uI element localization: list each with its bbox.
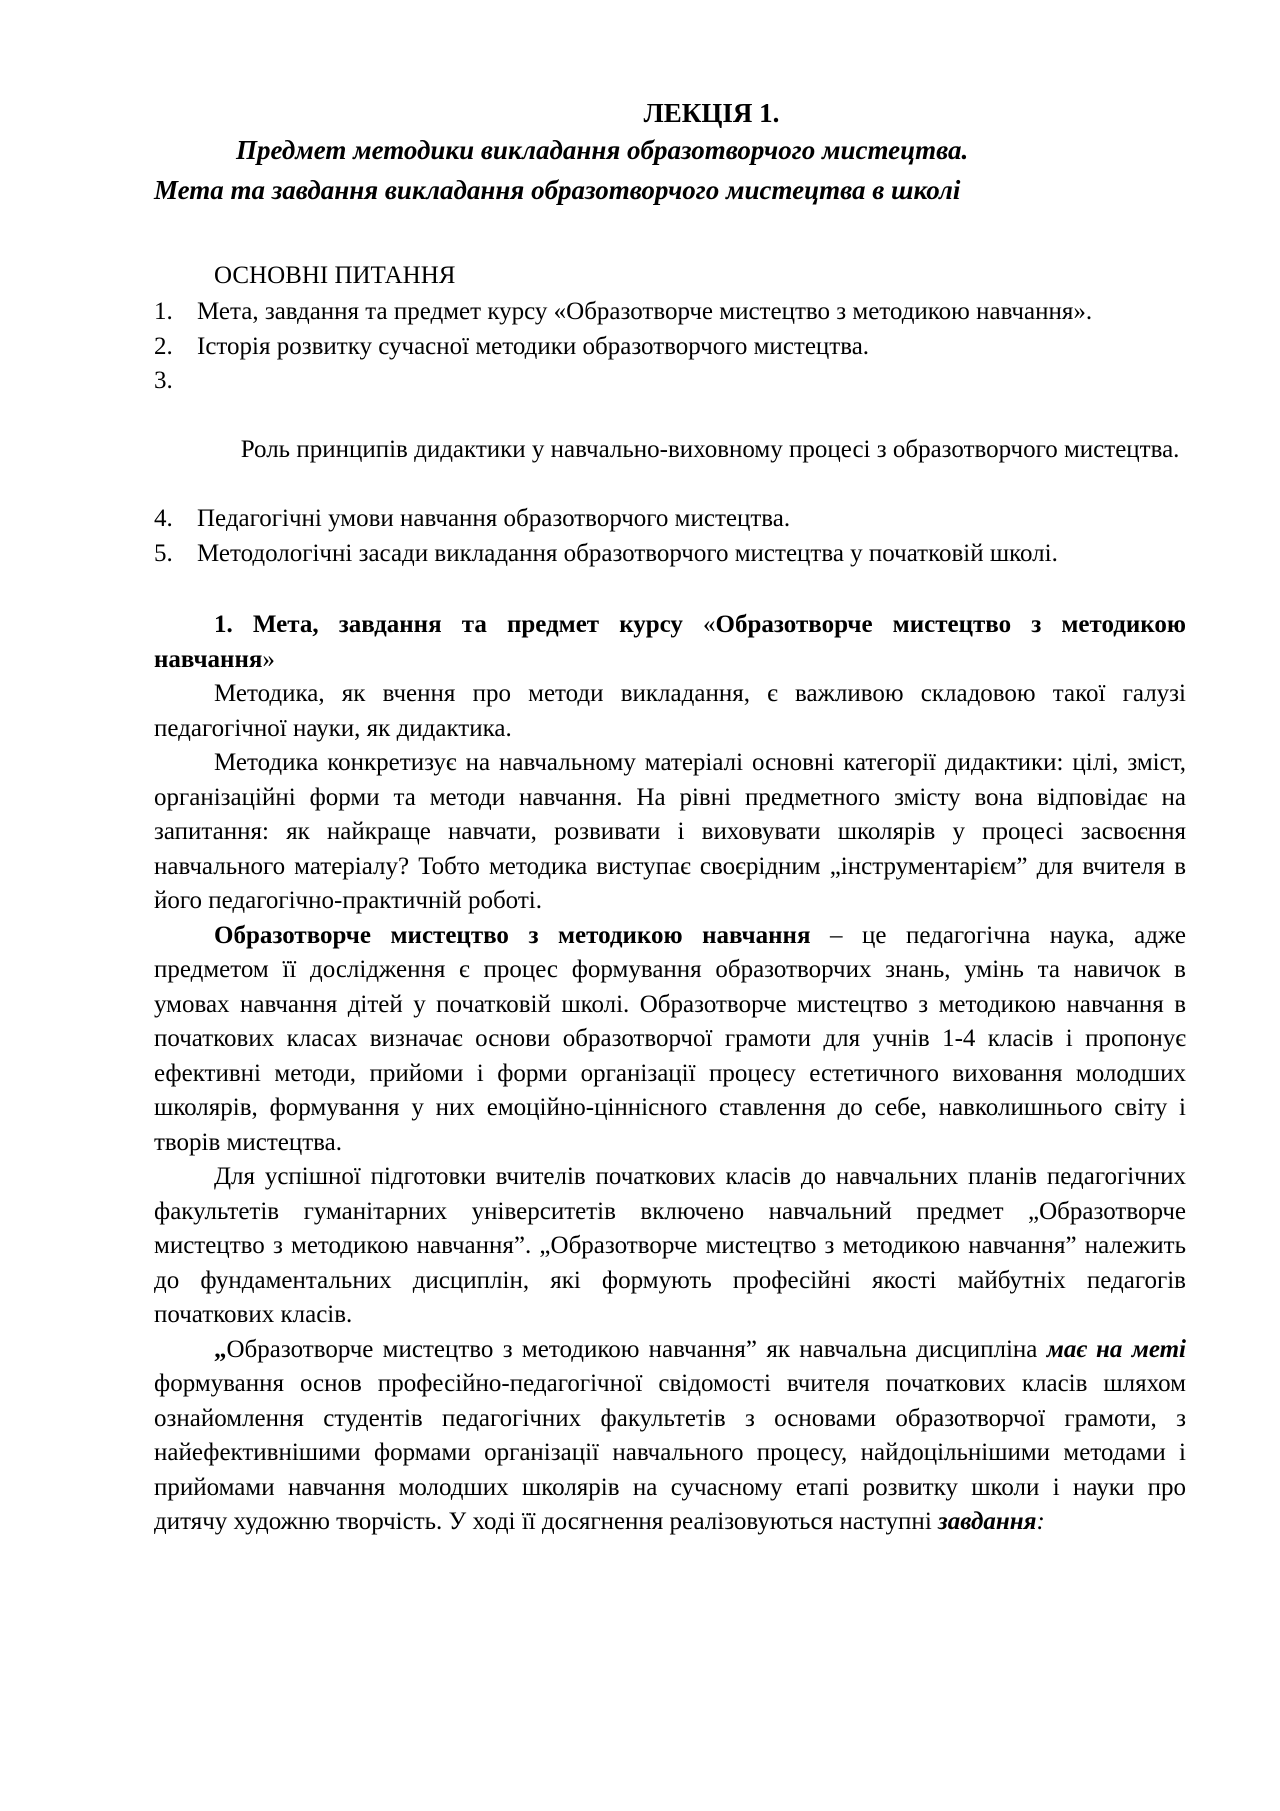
section-1-quote-close: » xyxy=(262,645,275,673)
topic-item xyxy=(154,364,1186,502)
paragraph-5-quote: „ xyxy=(214,1335,227,1363)
topic-number: 1. xyxy=(154,298,173,325)
topic-item xyxy=(154,330,1186,365)
subtitle-line-1: Предмет методики викладання образотворчого мистецтва. xyxy=(236,135,969,165)
lecture-title: ЛЕКЦІЯ 1. xyxy=(643,98,780,128)
topic-number: 2. xyxy=(154,332,173,360)
paragraph-5-text-a: Образотворче мистецтво з методикою навчання” як навчальна дисципліна xyxy=(226,1335,1047,1363)
topic-item xyxy=(154,295,1186,330)
lecture-subtitle xyxy=(154,130,1186,210)
section-1-heading-rest: Образотворче мистецтво з методикою навчання xyxy=(154,611,1186,673)
topic-number: 3. xyxy=(154,367,173,394)
paragraph-3 xyxy=(154,919,1186,1161)
topics-heading: ОСНОВНІ ПИТАННЯ xyxy=(214,262,456,289)
section-1-heading-start: 1. Мета, завдання та предмет курсу xyxy=(214,611,704,638)
paragraph-5-text-b: формування основ професійно-педагогічної свідомості вчителя початкових класів шляхом ознайомлення студентів педагогічних факультетів з основами образотворчої грамоти, з найефективнішими формами організації навчального процесу, найдоцільнішими методами і прийомами навчання молодших школярів на сучасному етапі розвитку школи і науки про дитячу художню творчість. У ході її досягнення реалізовуються наступні xyxy=(154,1370,1186,1535)
paragraph-5-tasks: завдання xyxy=(938,1508,1037,1535)
topic-number: 4. xyxy=(154,505,173,532)
topic-text: Історія розвитку сучасної методики образотворчого мистецтва. xyxy=(197,332,870,360)
subtitle-line-2: Мета та завдання викладання образотворчого мистецтва в школі xyxy=(154,175,961,205)
paragraph-2: Методика конкретизує на навчальному матеріалі основні категорії дидактики: цілі, зміст, організаційні форми та методи навчання. На рівні предметного змісту вона відповідає на запитання: як найкраще навчати, розвивати і виховувати школярів у процесі засвоєння навчального матеріалу? Тобто методика виступає своєрідним „інструментарієм” для вчителя в його педагогічно-практичній роботі. xyxy=(154,749,1186,914)
document-page xyxy=(154,96,1186,1540)
paragraph-1: Методика, як вчення про методи викладання, є важливою складовою такої галузі педагогічної науки, як дидактика. xyxy=(154,680,1186,742)
topic-text: Методологічні засади викладання образотворчого мистецтва у початковій школі. xyxy=(197,539,1058,567)
paragraph-5 xyxy=(154,1333,1186,1540)
section-1-heading xyxy=(154,608,1186,677)
topic-text: Мета, завдання та предмет курсу «Образотворче мистецтво з методикою навчання». xyxy=(197,298,1093,325)
topic-item xyxy=(154,537,1186,572)
topic-number: 5. xyxy=(154,539,173,567)
topic-text: Роль принципів дидактики у навчально-виховному процесі з образотворчого мистецтва. xyxy=(234,436,1180,463)
paragraph-5-goal: має на меті xyxy=(1046,1335,1186,1363)
paragraph-3-term: Образотворче мистецтво з методикою навчання xyxy=(214,921,811,949)
topic-text: Педагогічні умови навчання образотворчого мистецтва. xyxy=(197,505,791,532)
paragraph-4: Для успішної підготовки вчителів початкових класів до навчальних планів педагогічних факультетів гуманітарних університетів включено навчальний предмет „Образотворче мистецтво з методикою навчання”. „Образотворче мистецтво з методикою навчання” належить до фундаментальних дисциплін, які формують професійні якості майбутніх педагогів початкових класів. xyxy=(154,1163,1186,1328)
topics-list xyxy=(154,295,1186,571)
topic-item xyxy=(154,502,1186,537)
paragraph-5-colon: : xyxy=(1036,1508,1045,1535)
section-1-quote-open: « xyxy=(703,611,716,638)
paragraph-3-text: – це педагогічна наука, адже предметом її дослідження є процес формування образотворчих знань, умінь та навичок в умовах навчання дітей у початковій школі. Образотворче мистецтво з методикою навчання в початкових класах визначає основи образотворчої грамоти для учнів 1-4 класів і пропонує ефективні методи, прийоми і форми організації процесу естетичного виховання молодших школярів, формування у них емоційно-ціннісного ставлення до себе, навколишнього світу і творів мистецтва. xyxy=(154,921,1186,1156)
